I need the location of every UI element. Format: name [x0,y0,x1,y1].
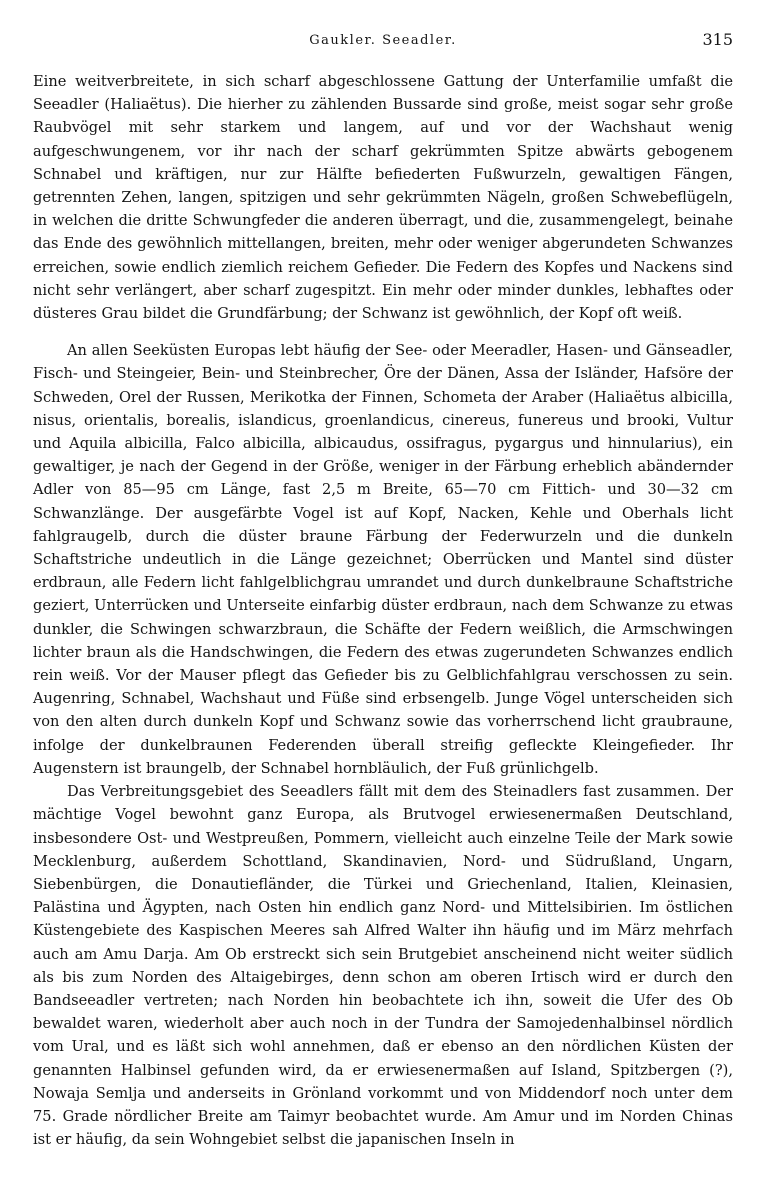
page-header [33,30,733,52]
book-page [33,30,733,1151]
paragraph-distribution: Das Verbreitungsgebiet des Seeadlers fällt mit dem des Steinadlers fast zusammen. Der mächtige Vogel bewohnt ganz Europa, als Brutvogel erwiesenermaßen Deutschland, insbesondere Ost- und Westpreußen, Pommern, vielleicht auch einzelne Teile der Mark sowie Mecklenburg, außerdem Schottland, Skandinavien, Nord- und Südrußland, Ungarn, Siebenbürgen, die Donautiefländer, die Türkei und Griechenland, Italien, Kleinasien, Palästina und Ägypten, nach Osten hin endlich ganz Nord- und Mittelsibirien. Im östlichen Küstengebiete des Kaspischen Meeres sah Alfred Walter ihn häufig und im März mehrfach auch am Amu Darja. Am Ob erstreckt sich sein Brutgebiet anscheinend nicht weiter südlich als bis zum Norden des Altaigebirges, denn schon am oberen Irtisch wird er durch den Bandseeadler vertreten; nach Norden hin beobachtete ich ihn, soweit die Ufer des Ob bewaldet waren, wiederholt aber auch noch in der Tundra der Samojedenhalbinsel nördlich vom Ural, und es läßt sich wohl annehmen, daß er ebenso an den nördlichen Küsten der genannten Halbinsel gefunden wird, da er erwiesenermaßen auf Island, Spitzbergen (?), Nowaja Semlja und anderseits in Grönland vorkommt und von Middendorf noch unter dem 75. Grade nördlicher Breite am Taimyr beobachtet wurde. Am Amur und im Norden Chinas ist er häufig, da sein Wohngebiet selbst die japanischen Inseln in [33,783,733,1149]
paragraph-spacer [33,325,733,339]
running-head: Gaukler. Seeadler. [309,33,457,48]
paragraph-genus-description: Eine weitverbreitete, in sich scharf abgeschlossene Gattung der Unterfamilie umfaßt die Seeadler (Haliaëtus). Die hierher zu zählenden Bussarde sind große, meist sogar sehr große Raubvögel mit sehr starkem und langem, auf und vor der Wachshaut wenig aufgeschwungenem, vor ihr nach der scharf gekrümmten Spitze abwärts gebogenem Schnabel und kräftigen, nur zur Hälfte befiederten Fußwurzeln, gewaltigen Fängen, getrennten Zehen, langen, spitzigen und sehr gekrümmten Nägeln, großen Schwebeflügeln, in welchen die dritte Schwungfeder die anderen überragt, und die, zusammengelegt, beinahe das Ende des gewöhnlich mittellangen, breiten, mehr oder weniger abgerundeten Schwanzes erreichen, sowie endlich ziemlich reichem Gefieder. Die Federn des Kopfes und Nackens sind nicht sehr verlängert, aber scharf zugespitzt. Ein mehr oder minder dunkles, lebhaftes oder düsteres Grau bildet die Grundfärbung; der Schwanz ist gewöhnlich, der Kopf oft weiß. [33,73,733,323]
page-number: 315 [702,30,733,49]
paragraph-sea-eagle-description: An allen Seeküsten Europas lebt häufig der See- oder Meeradler, Hasen- und Gänseadler, Fisch- und Steingeier, Bein- und Steinbrecher, Öre der Dänen, Assa der Isländer, Hafsöre der Schweden, Orel der Russen, Merikotka der Finnen, Schometa der Araber (Haliaëtus albicilla, nisus, orientalis, borealis, islandicus, groenlandicus, cinereus, funereus und brooki, Vultur und Aquila albicilla, Falco albicilla, albicaudus, ossifragus, pygargus und hinnularius), ein gewaltiger, je nach der Gegend in der Größe, weniger in der Färbung erheblich abändernder Adler von 85—95 cm Länge, fast 2,5 m Breite, 65—70 cm Fittich- und 30—32 cm Schwanzlänge. Der ausgefärbte Vogel ist auf Kopf, Nacken, Kehle und Oberhals licht fahlgraugelb, durch die düster braune Färbung der Federwurzeln und die dunkeln Schaftstriche undeutlich in die Länge gezeichnet; Oberrücken und Mantel sind düster erdbraun, alle Federn licht fahlgelblichgrau umrandet und durch dunkelbraune Schaftstriche geziert, Unterrücken und Unterseite einfarbig düster erdbraun, nach dem Schwanze zu etwas dunkler, die Schwingen schwarzbraun, die Schäfte der Federn weißlich, die Armschwingen lichter braun als die Handschwingen, die Federn des etwas zugerundeten Schwanzes endlich rein weiß. Vor der Mauser pflegt das Gefieder bis zu Gelblichfahlgrau verschossen zu sein. Augenring, Schnabel, Wachshaut und Füße sind erbsengelb. Junge Vögel unterscheiden sich von den alten durch dunkeln Kopf und Schwanz sowie das vorherrschend licht graubraune, infolge der dunkelbraunen Federenden überall streifig gefleckte Kleingefieder. Ihr Augenstern ist braungelb, der Schnabel hornbläulich, der Fuß grünlichgelb. [33,342,733,777]
